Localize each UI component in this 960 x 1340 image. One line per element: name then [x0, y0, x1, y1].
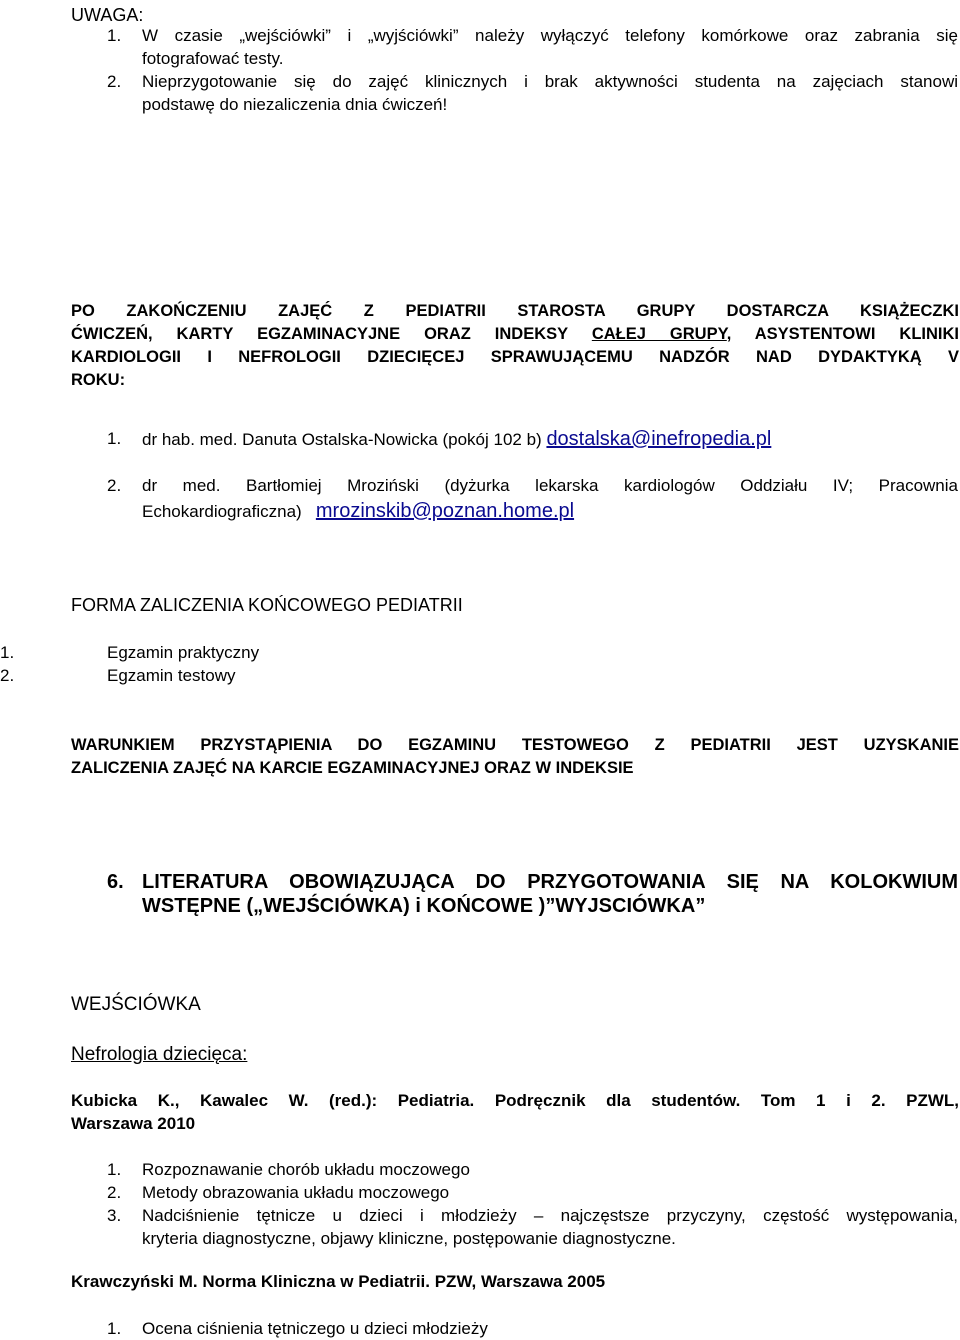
notice-line-1: PO ZAKOŃCZENIU ZAJĘĆ Z PEDIATRII STAROSTA GRUPY DOSTARCZA KSIĄŻECZKI	[71, 302, 959, 320]
forma-title: FORMA ZALICZENIA KOŃCOWEGO PEDIATRII	[71, 595, 463, 615]
notice-line-2-underlined: CAŁEJ GRUPY	[591, 325, 727, 343]
wejsciowka-subject: Nefrologia dziecięca:	[71, 1044, 248, 1065]
uwaga-heading: UWAGA:	[71, 5, 144, 25]
warunek-line-1: WARUNKIEM PRZYSTĄPIENIA DO EGZAMINU TESTOWEGO Z PEDIATRII JEST UZYSKANIE	[71, 736, 959, 754]
literatura-number: 6.	[107, 871, 124, 893]
literatura-line-1: LITERATURA OBOWIĄZUJĄCA DO PRZYGOTOWANIA SIĘ NA KOLOKWIUM	[142, 871, 958, 893]
contact-2-number: 2.	[107, 476, 122, 495]
uwaga-item-2-line-2: podstawę do niezaliczenia dnia ćwiczeń!	[142, 95, 448, 114]
topic2-1-number: 1.	[107, 1319, 122, 1338]
contact-2-line-2	[142, 500, 574, 523]
contact-1-text: dr hab. med. Danuta Ostalska-Nowicka (pokój 102 b)	[142, 430, 542, 449]
notice-line-3: KARDIOLOGII I NEFROLOGII DZIECIĘCEJ SPRAWUJĄCEMU NADZÓR NAD DYDAKTYKĄ V	[71, 348, 959, 366]
topic-2-number: 2.	[107, 1183, 122, 1202]
topic-3-number: 3.	[107, 1206, 122, 1225]
uwaga-item-1-number: 1.	[107, 26, 122, 45]
book-1-line-2: Warszawa 2010	[71, 1114, 196, 1133]
forma-item-2-label: Egzamin testowy	[107, 666, 236, 685]
uwaga-item-1-line-2: fotografować testy.	[142, 49, 284, 68]
contact-1-number: 1.	[107, 429, 122, 448]
contact-2-line-1: dr med. Bartłomiej Mroziński (dyżurka lekarska kardiologów Oddziału IV; Pracownia	[142, 476, 958, 495]
wejsciowka-title: WEJŚCIÓWKA	[71, 994, 201, 1015]
literatura-line-2: WSTĘPNE („WEJŚCIÓWKA) i KOŃCOWE )”WYJSCIÓWKA”	[142, 895, 706, 917]
notice-line-4: ROKU:	[71, 371, 126, 389]
book-1-line-1: Kubicka K., Kawalec W. (red.): Pediatria. Podręcznik dla studentów. Tom 1 i 2. PZWL,	[71, 1091, 959, 1110]
uwaga-item-1-line-1: W czasie „wejściówki” i „wyjściówki” należy wyłączyć telefony komórkowe oraz zabrania się	[142, 26, 958, 45]
contact-2-email-link[interactable]: mrozinskib@poznan.home.pl	[315, 500, 575, 522]
uwaga-item-2-number: 2.	[107, 72, 122, 91]
contact-2-text: Echokardiograficzna)	[142, 502, 302, 521]
contact-1-email-link[interactable]: dostalska@inefropedia.pl	[546, 428, 772, 450]
topic-2-text: Metody obrazowania układu moczowego	[142, 1183, 450, 1202]
topic2-1-text: Ocena ciśnienia tętniczego u dzieci młodzieży	[142, 1319, 488, 1338]
uwaga-item-2-line-1: Nieprzygotowanie się do zajęć klinicznych i brak aktywności studenta na zajęciach stanowi	[142, 72, 958, 91]
warunek-line-2: ZALICZENIA ZAJĘĆ NA KARCIE EGZAMINACYJNEJ ORAZ W INDEKSIE	[71, 759, 634, 777]
topic-3-line-1: Nadciśnienie tętnicze u dzieci i młodzieży – najczęstsze przyczyny, częstość występowania,	[142, 1206, 958, 1225]
notice-line-2-end: , ASYSTENTOWI KLINIKI	[726, 325, 959, 343]
topic-1-number: 1.	[107, 1160, 122, 1179]
contact-1-line	[142, 428, 771, 451]
forma-item-1-label: Egzamin praktyczny	[107, 643, 260, 662]
book-2: Krawczyński M. Norma Kliniczna w Pediatrii. PZW, Warszawa 2005	[71, 1272, 606, 1291]
notice-line-2-start: ĆWICZEŃ, KARTY EGZAMINACYJNE ORAZ INDEKSY	[71, 325, 592, 343]
topic-1-text: Rozpoznawanie chorób układu moczowego	[142, 1160, 470, 1179]
notice-line-2	[71, 323, 959, 345]
forma-item-1-number: 1.	[0, 643, 15, 662]
topic-3-line-2: kryteria diagnostyczne, objawy kliniczne, postępowanie diagnostyczne.	[142, 1229, 676, 1248]
forma-item-2-number: 2.	[0, 666, 15, 685]
